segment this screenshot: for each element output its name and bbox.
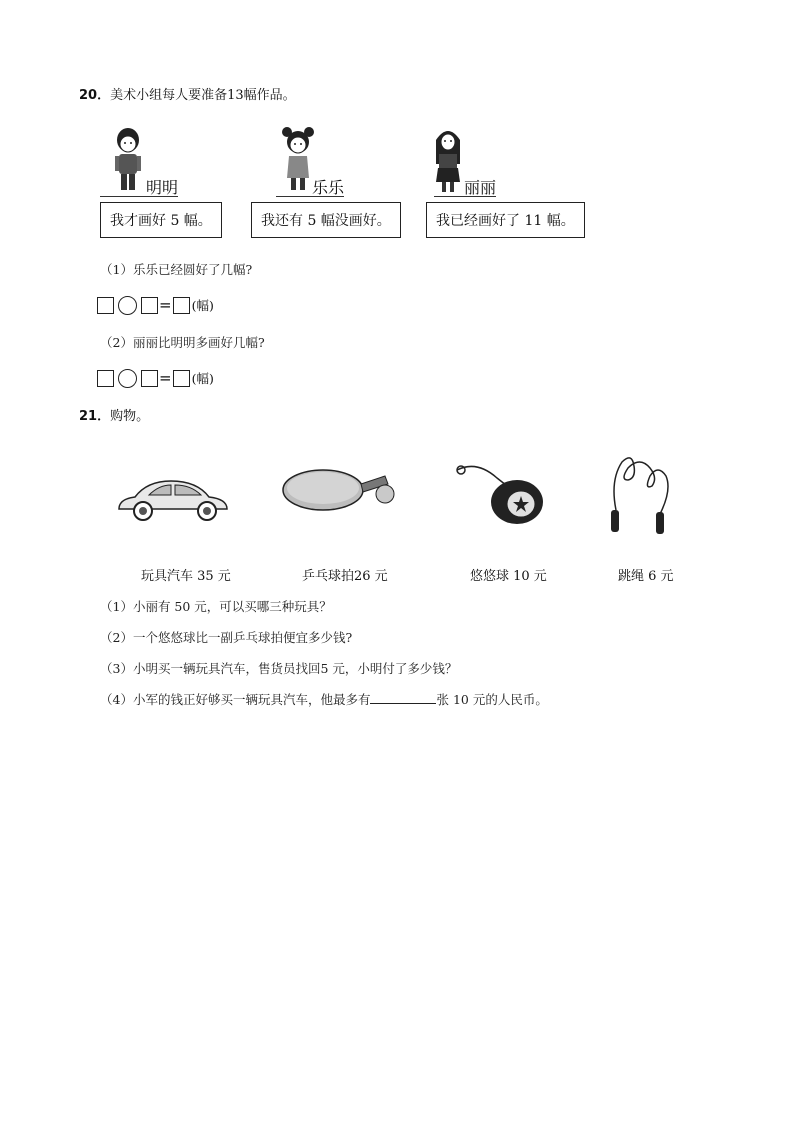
q20-number: 20． [79,88,111,103]
answer-blank[interactable] [370,691,436,704]
operator-circle[interactable] [118,296,137,315]
q21-sub3: （3）小明买一辆玩具汽车，售货员找回5 元，小明付了多少钱？ [100,661,458,676]
speech-box-lele: 我还有 5 幅没画好。 [251,202,401,238]
ping-pong-paddle-icon [281,466,401,516]
q21-sub4-text-before: （4）小军的钱正好够买一辆玩具汽车，他最多有 [100,692,371,707]
q21-title [79,405,149,424]
q20-equation-2 [97,368,214,388]
q21-sub4 [100,690,548,708]
unit-label: (幅) [191,298,214,313]
unit-label: (幅) [191,371,214,386]
answer-box[interactable] [173,297,190,314]
name-mingming: 明明 [100,180,178,197]
jump-rope-icon [602,450,678,540]
name-lili: 丽丽 [434,180,496,197]
q20-sub2: （2）丽丽比明明多画好几幅? [100,335,265,350]
toy-label-yoyo: 悠悠球 10 元 [470,569,547,584]
name-lele: 乐乐 [276,180,344,197]
toy-label-rope: 跳绳 6 元 [618,569,674,584]
answer-box[interactable] [141,297,158,314]
operator-circle[interactable] [118,369,137,388]
q20-equation-1 [97,295,214,315]
q21-sub2: （2）一个悠悠球比一副乒乓球拍便宜多少钱? [100,630,353,645]
speech-box-lili: 我已经画好了 11 幅。 [426,202,585,238]
q21-text: 购物。 [110,409,150,424]
q20-sub1: （1）乐乐已经圆好了几幅? [100,262,253,277]
q21-sub4-text-after: 张 10 元的人民币。 [436,692,548,707]
q21-sub1: （1）小丽有 50 元，可以买哪三种玩具？ [100,599,332,614]
answer-box[interactable] [97,370,114,387]
answer-box[interactable] [173,370,190,387]
answer-box[interactable] [97,297,114,314]
yoyo-icon [447,458,547,528]
toy-label-car: 玩具汽车 35 元 [141,569,231,584]
q21-number: 21． [79,409,111,424]
speech-box-mingming: 我才画好 5 幅。 [100,202,222,238]
answer-box[interactable] [141,370,158,387]
q20-text: 美术小组每人要准备13幅作品。 [110,88,296,103]
toy-label-paddle: 乒乓球拍26 元 [302,569,388,584]
q20-title [79,84,296,103]
toy-car-icon [113,475,233,523]
equals-sign: = [159,296,172,314]
equals-sign: = [159,369,172,387]
